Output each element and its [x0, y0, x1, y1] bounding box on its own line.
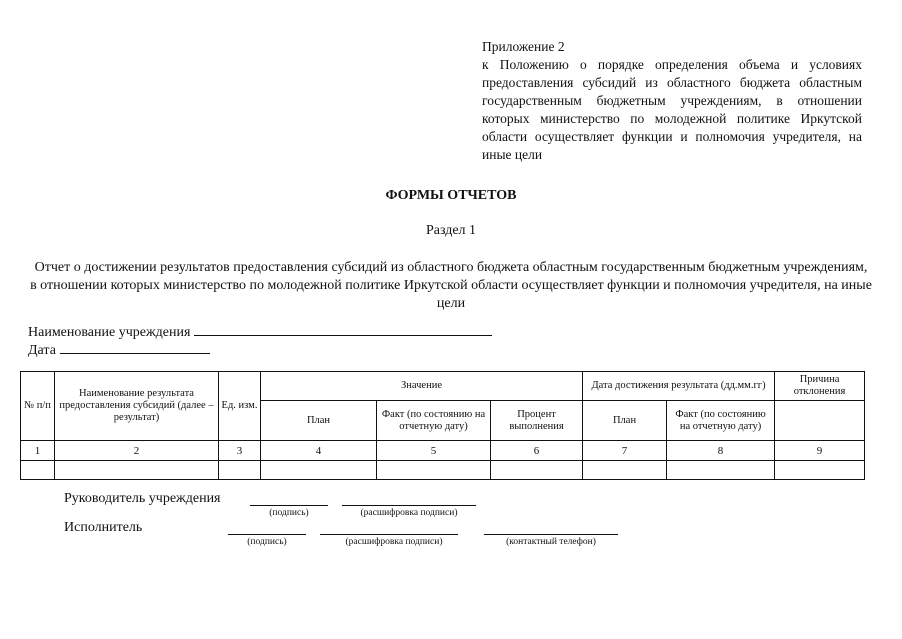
table-cell[interactable] [667, 461, 775, 480]
column-number: 5 [377, 441, 491, 461]
header-percent: Процент выполнения [491, 401, 583, 441]
table-cell[interactable] [55, 461, 219, 480]
header-date-fact: Факт (по состоянию на отчетную дату) [667, 401, 775, 441]
report-table [20, 371, 865, 480]
head-signature-line[interactable] [250, 504, 328, 506]
table-cell[interactable] [219, 461, 261, 480]
appendix-block [482, 38, 862, 164]
head-decoding-caption: (расшифровка подписи) [360, 508, 458, 518]
header-name: Наименование результата предоставления субсидий (далее – результат) [55, 372, 219, 441]
header-unit: Ед. изм. [219, 372, 261, 441]
column-number: 4 [261, 441, 377, 461]
executor-phone-caption: (контактный телефон) [506, 537, 596, 547]
forms-title: ФОРМЫ ОТЧЕТОВ [385, 188, 517, 203]
column-numbers-row [21, 441, 865, 461]
table-cell[interactable] [261, 461, 377, 480]
executor-phone-line[interactable] [484, 533, 618, 535]
executor-decoding-line[interactable] [320, 533, 458, 535]
executor-signature-line[interactable] [228, 533, 306, 535]
institution-field [28, 323, 492, 341]
table-cell[interactable] [775, 461, 865, 480]
head-label: Руководитель учреждения [64, 491, 221, 506]
header-fact: Факт (по состоянию на отчетную дату) [377, 401, 491, 441]
institution-blank-line[interactable] [194, 323, 492, 336]
executor-signature-caption: (подпись) [247, 537, 287, 547]
head-signature-caption: (подпись) [269, 508, 309, 518]
executor-decoding-caption: (расшифровка подписи) [345, 537, 443, 547]
head-decoding-line[interactable] [342, 504, 476, 506]
appendix-text: к Положению о порядке определения объема и условиях предоставления субсидий из областного бюджета областным государственным бюджетным учреждениям, в отношении которых министерство по молодежной политике Иркутской области осуществляет функции и полномочия учредителя, на иные цели [482, 57, 862, 162]
institution-label: Наименование учреждения [28, 325, 191, 340]
section-title: Раздел 1 [425, 223, 477, 238]
appendix-title: Приложение 2 [482, 39, 565, 54]
column-number: 9 [775, 441, 865, 461]
table-empty-row [21, 461, 865, 480]
table-cell[interactable] [21, 461, 55, 480]
column-number: 8 [667, 441, 775, 461]
table-cell[interactable] [491, 461, 583, 480]
column-number: 7 [583, 441, 667, 461]
date-field [28, 341, 210, 359]
header-reason-empty [775, 401, 865, 441]
executor-label: Исполнитель [64, 520, 143, 535]
column-number: 3 [219, 441, 261, 461]
column-number: 2 [55, 441, 219, 461]
report-title: Отчет о достижении результатов предоставления субсидий из областного бюджета областным государственным бюджетным учреждениям, в отношении которых министерство по молодежной политике Иркутской области осуществляет функции и полномочия учредителя, на иные цели [30, 260, 872, 311]
header-plan: План [261, 401, 377, 441]
table-header-row-1 [21, 372, 865, 401]
column-number: 1 [21, 441, 55, 461]
header-date-group: Дата достижения результата (дд.мм.гг) [583, 372, 775, 401]
column-number: 6 [491, 441, 583, 461]
date-label: Дата [28, 343, 56, 358]
date-blank-line[interactable] [60, 341, 210, 354]
header-value: Значение [261, 372, 583, 401]
header-num: № п/п [21, 372, 55, 441]
header-reason: Причина отклонения [775, 372, 865, 401]
header-date-plan: План [583, 401, 667, 441]
table-cell[interactable] [377, 461, 491, 480]
table-cell[interactable] [583, 461, 667, 480]
